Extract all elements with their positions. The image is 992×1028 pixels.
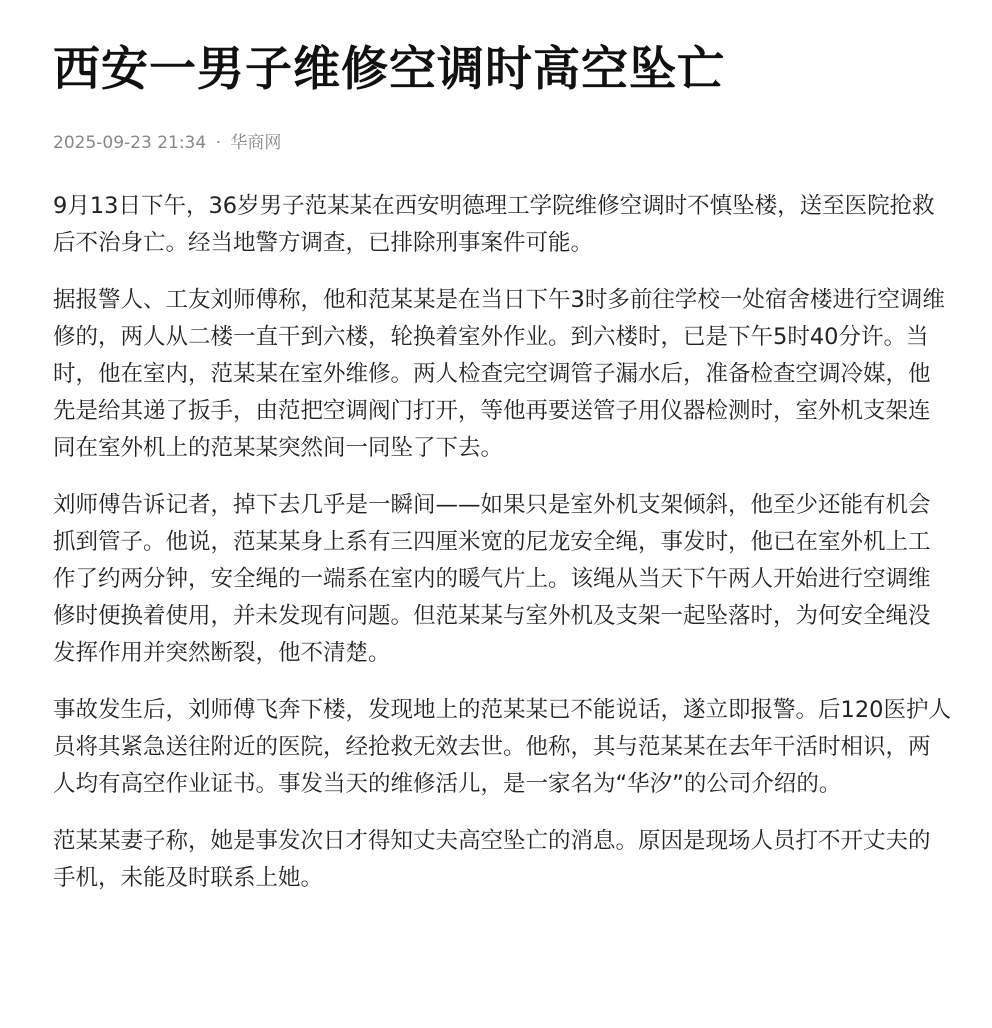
article-meta [53,131,952,155]
article-body [53,188,952,897]
paragraph: 9月13日下午，36岁男子范某某在西安明德理工学院维修空调时不慎坠楼，送至医院抢救后不治身亡。经当地警方调查，已排除刑事案件可能。 [53,193,935,256]
source-name: 华商网 [230,133,282,153]
article-title: 西安一男子维修空调时高空坠亡 [53,42,725,97]
paragraph: 事故发生后，刘师傅飞奔下楼，发现地上的范某某已不能说话，遂立即报警。后120医护人员将其紧急送往附近的医院，经抢救无效去世。他称，其与范某某在去年干活时相识，两人均有高空作业证书。事发当天的维修活儿，是一家名为“华汐”的公司介绍的。 [53,697,951,797]
paragraph: 范某某妻子称，她是事发次日才得知丈夫高空坠亡的消息。原因是现场人员打不开丈夫的手机，未能及时联系上她。 [53,828,931,891]
paragraph: 刘师傅告诉记者，掉下去几乎是一瞬间——如果只是室外机支架倾斜，他至少还能有机会抓到管子。他说，范某某身上系有三四厘米宽的尼龙安全绳，事发时，他已在室外机上工作了约两分钟，安全绳的一端系在室内的暖气片上。该绳从当天下午两人开始进行空调维修时便换着使用，并未发现有问题。但范某某与室外机及支架一起坠落时，为何安全绳没发挥作用并突然断裂，他不清楚。 [53,492,931,666]
meta-separator: · [215,133,222,153]
publish-date: 2025-09-23 21:34 [53,133,207,153]
paragraph: 据报警人、工友刘师傅称，他和范某某是在当日下午3时多前往学校一处宿舍楼进行空调维修的，两人从二楼一直干到六楼，轮换着室外作业。到六楼时，已是下午5时40分许。当时，他在室内，范某某在室外维修。两人检查完空调管子漏水后，准备检查空调冷媒，他先是给其递了扳手，由范把空调阀门打开，等他再要送管子用仪器检测时，室外机支架连同在室外机上的范某某突然间一同坠了下去。 [53,287,945,461]
